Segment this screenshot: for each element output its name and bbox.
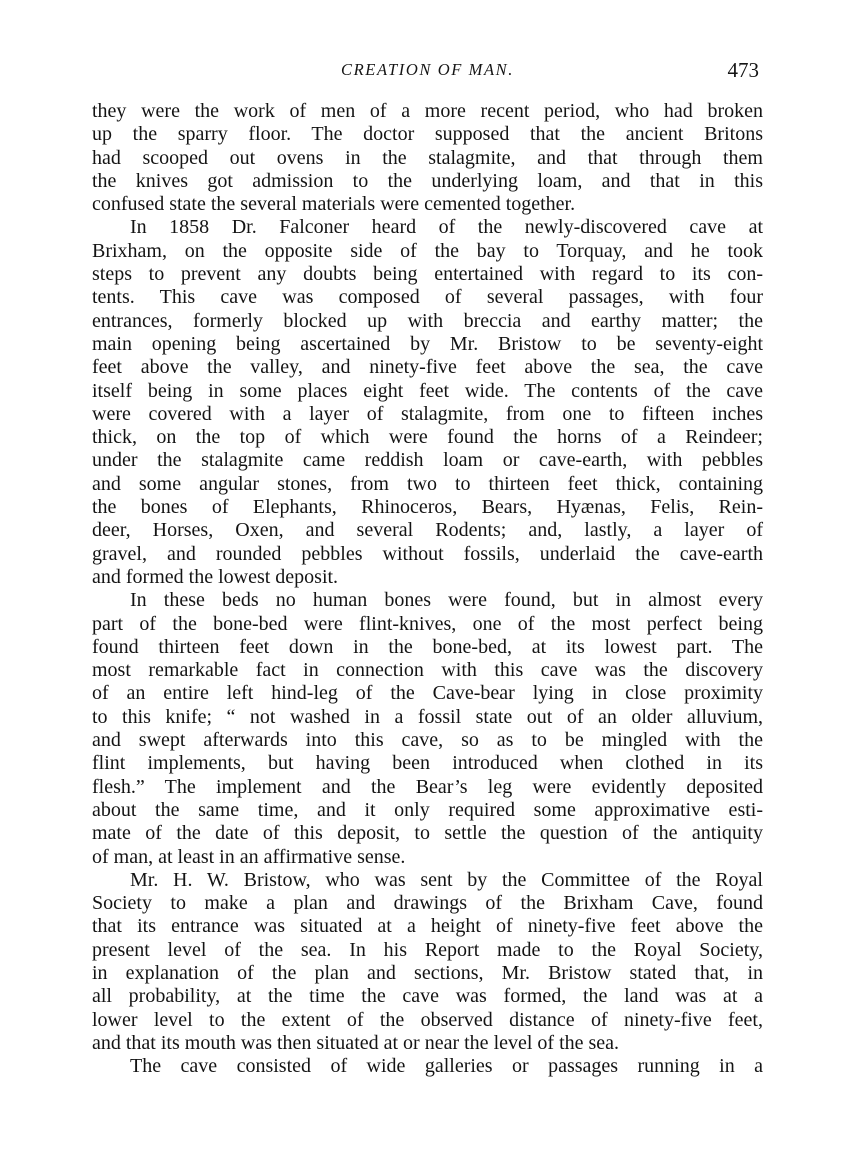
text-line: lower level to the extent of the observed distance of ninety-five feet, [92,1008,763,1031]
text-line: of man, at least in an affirmative sense. [92,845,406,868]
text-line: confused state the several materials were cemented together. [92,193,576,216]
text-line: steps to prevent any doubts being entertained with regard to its con- [92,263,763,286]
text-line: feet above the valley, and ninety-five feet above the sea, the cave [92,356,763,379]
text-line: Brixham, on the opposite side of the bay to Torquay, and he took [92,239,763,262]
text-line: Society to make a plan and drawings of the Brixham Cave, found [92,892,763,915]
text-line: up the sparry floor. The doctor supposed that the ancient Britons [92,123,763,146]
running-title: CREATION OF MAN. [340,60,515,79]
text-line: and formed the lowest deposit. [92,565,339,588]
text-line: all probability, at the time the cave was formed, the land was at a [92,985,763,1008]
text-line: under the stalagmite came reddish loam or cave-earth, with pebbles [92,449,763,472]
text-line: present level of the sea. In his Report made to the Royal Society, [92,938,763,961]
text-line: they were the work of men of a more recent period, who had broken [92,100,763,122]
text-line: thick, on the top of which were found the horns of a Reindeer; [92,426,763,449]
text-line: found thirteen feet down in the bone-bed, at its lowest part. The [92,635,763,658]
paragraph-first-line: The cave consisted of wide galleries or passages running in a [130,1055,763,1078]
running-head [92,58,763,92]
text-line: and some angular stones, from two to thirteen feet thick, containing [92,472,763,495]
text-line: that its entrance was situated at a height of ninety-five feet above the [92,915,763,938]
text-line: the bones of Elephants, Rhinoceros, Bears, Hyænas, Felis, Rein- [92,496,763,519]
text-line: most remarkable fact in connection with this cave was the discovery [92,659,763,682]
text-line: mate of the date of this deposit, to settle the question of the antiquity [92,822,763,845]
book-page [92,58,763,1078]
text-line: part of the bone-bed were flint-knives, one of the most perfect being [92,612,763,635]
text-line: and that its mouth was then situated at or near the level of the sea. [92,1031,620,1054]
text-line: in explanation of the plan and sections, Mr. Bristow stated that, in [92,961,763,984]
text-line: to this knife; “ not washed in a fossil state out of an older alluvium, [92,705,763,728]
paragraph-first-line: Mr. H. W. Bristow, who was sent by the Committee of the Royal [130,868,763,891]
text-line: deer, Horses, Oxen, and several Rodents; and, lastly, a layer of [92,519,763,542]
text-line: the knives got admission to the underlying loam, and that in this [92,169,763,192]
text-line: flint implements, but having been introduced when clothed in its [92,752,763,775]
text-line: main opening being ascertained by Mr. Bristow to be seventy-eight [92,332,763,355]
paragraph-first-line: In 1858 Dr. Falconer heard of the newly-discovered cave at [130,216,763,239]
text-line: tents. This cave was composed of several passages, with four [92,286,763,309]
text-line: entrances, formerly blocked up with breccia and earthy matter; the [92,309,763,332]
paragraph-first-line: In these beds no human bones were found, but in almost every [130,589,763,612]
text-line: were covered with a layer of stalagmite, from one to fifteen inches [92,402,763,425]
text-line: gravel, and rounded pebbles without fossils, underlaid the cave-earth [92,542,763,565]
text-line: and swept afterwards into this cave, so as to be mingled with the [92,729,763,752]
text-line: about the same time, and it only required some approximative esti- [92,798,763,821]
text-line: itself being in some places eight feet wide. The contents of the cave [92,379,763,402]
page-number: 473 [727,58,759,82]
text-line: of an entire left hind-leg of the Cave-bear lying in close proximity [92,682,763,705]
body-text [92,100,763,1078]
text-line: flesh.” The implement and the Bear’s leg were evidently deposited [92,775,763,798]
text-line: had scooped out ovens in the stalagmite, and that through them [92,146,763,169]
